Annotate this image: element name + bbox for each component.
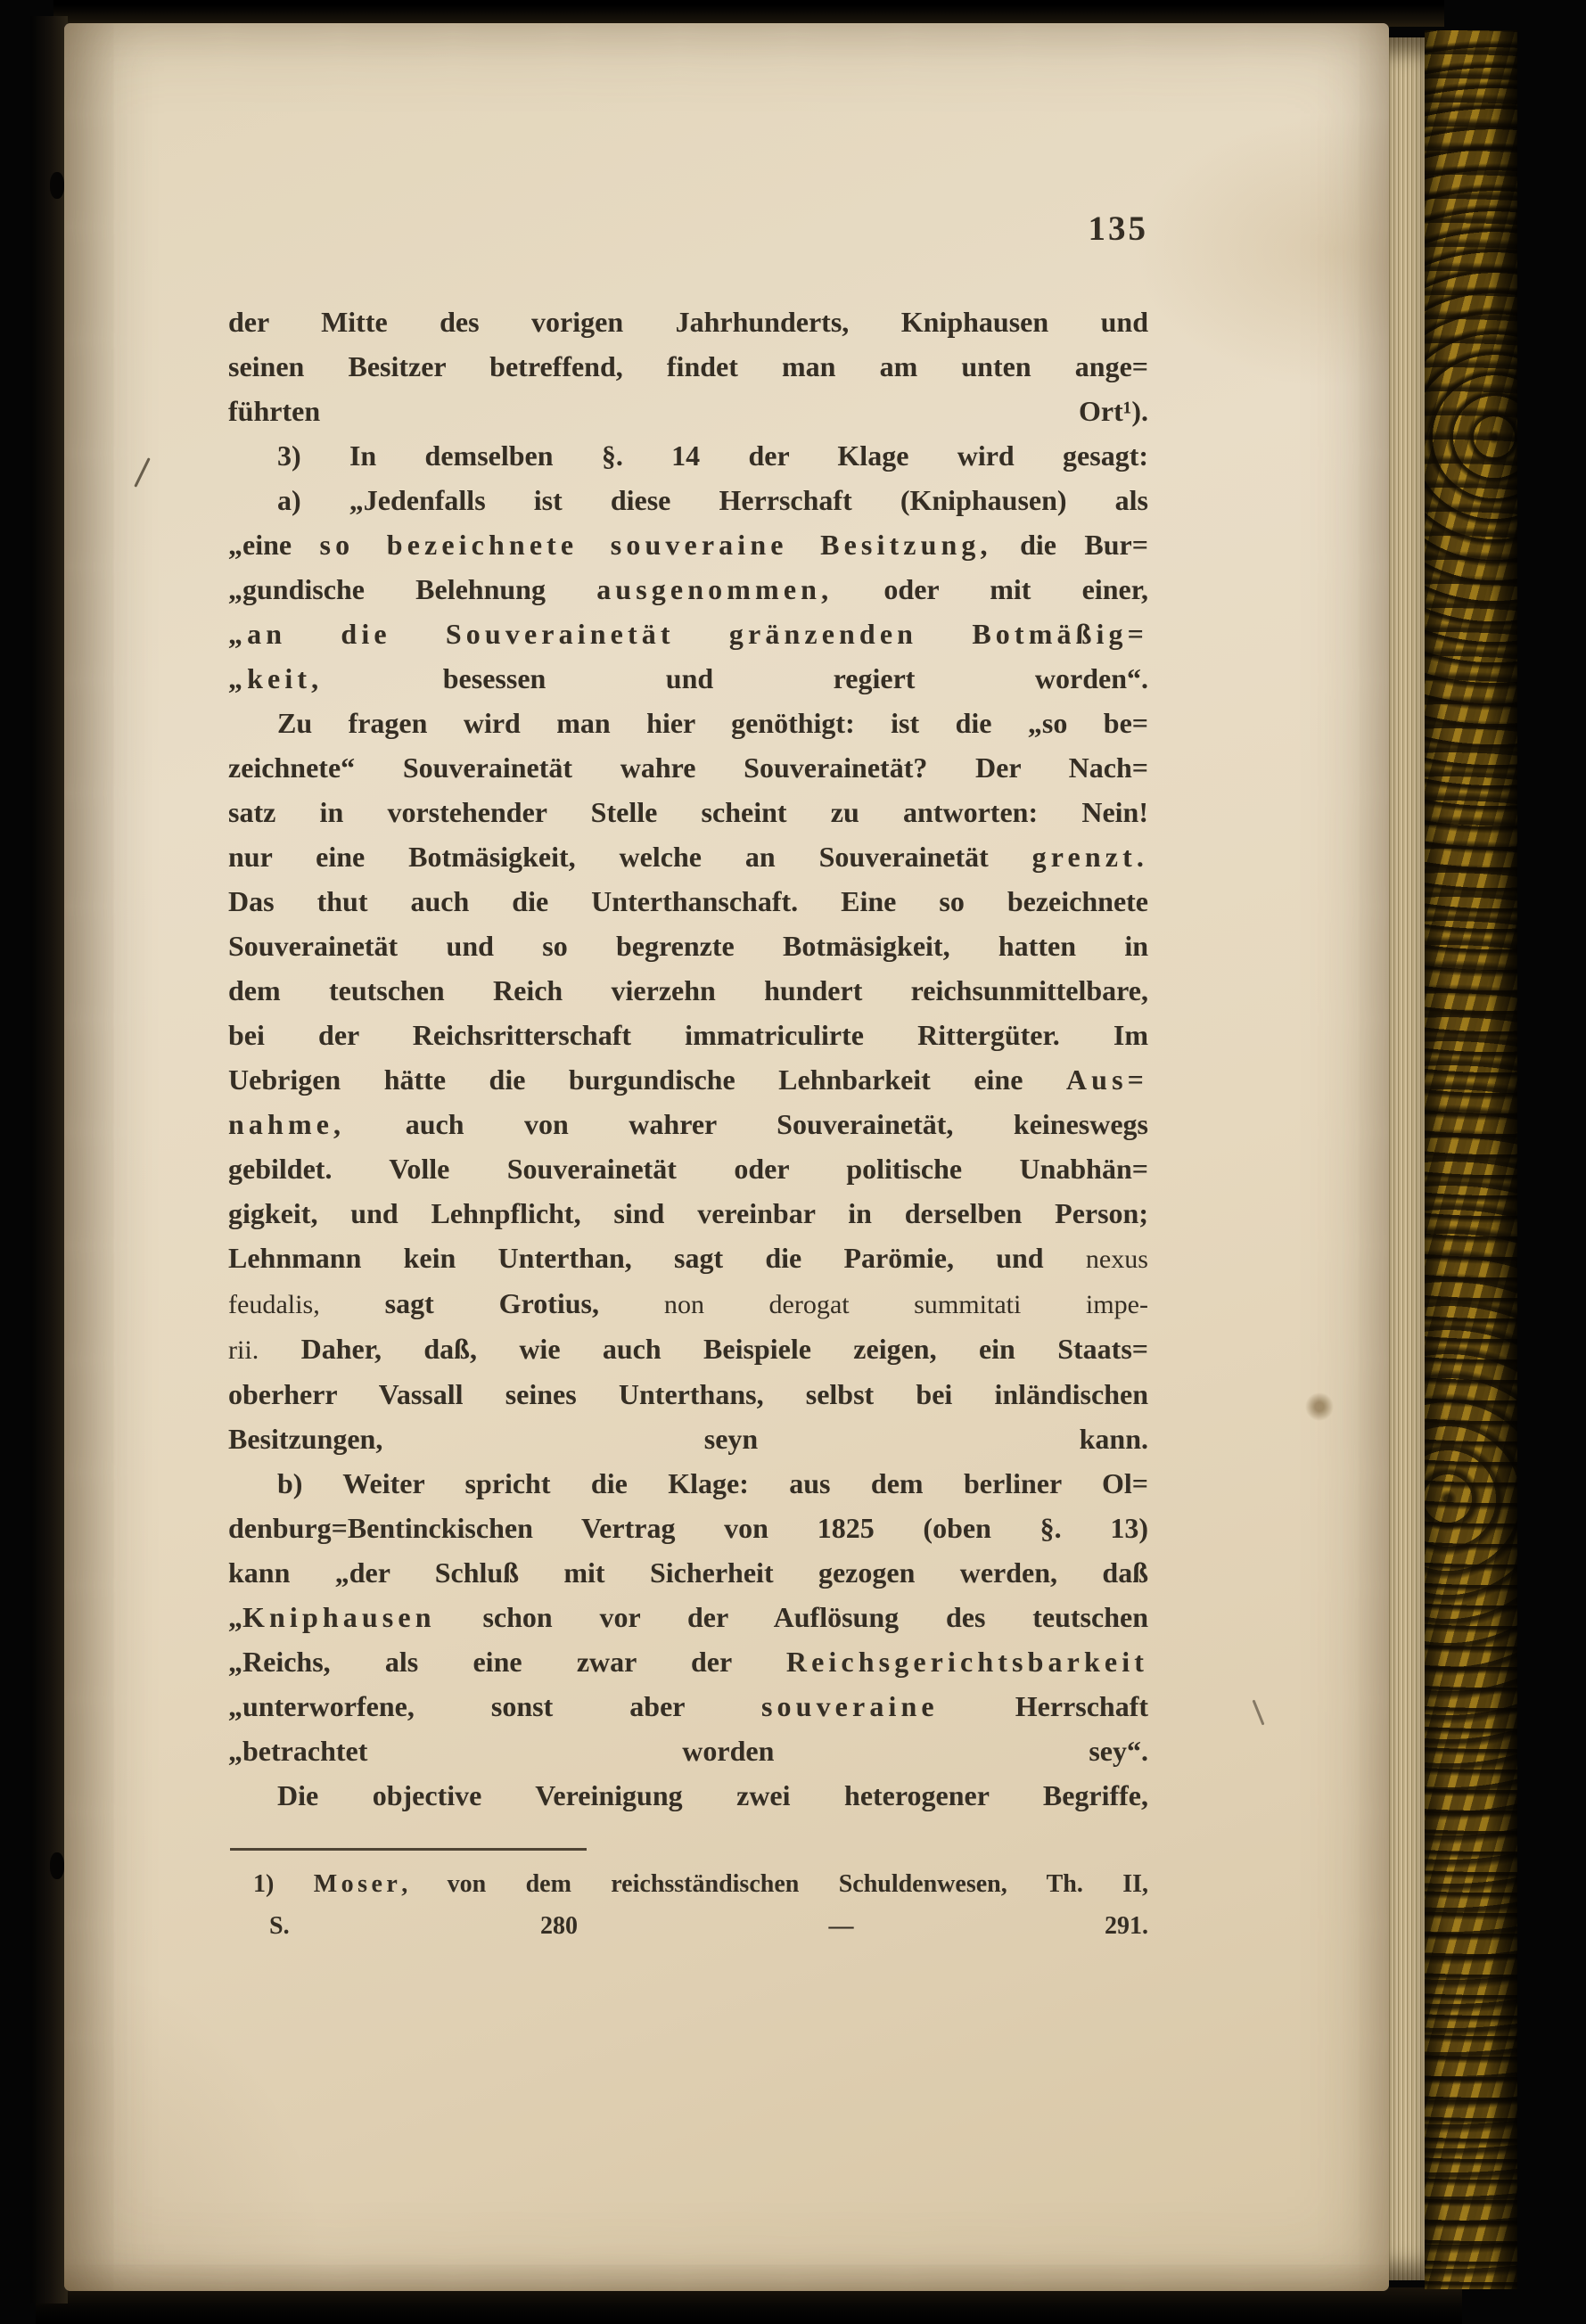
text-line [228, 1057, 1148, 1102]
text-line [228, 834, 1148, 879]
text-segment: denburg=Bentinckischen Vertrag von 1825 (oben §. 13) [228, 1512, 1148, 1544]
text-line [228, 1146, 1148, 1191]
text-line [228, 567, 1148, 612]
text-segment: rii. [228, 1334, 259, 1365]
footnote-text [253, 1863, 1148, 1947]
text-line [228, 1417, 1148, 1461]
text-segment: bei der Reichsritterschaft immatriculirte Rittergüter. Im [228, 1019, 1148, 1051]
text-segment: gigkeit, und Lehnpflicht, sind vereinbar in derselben Person; [228, 1197, 1148, 1229]
text-segment: oder mit einer, [833, 573, 1149, 605]
text-segment: auch von wahrer Souverainetät, keineswegs [345, 1108, 1148, 1140]
text-line [228, 1372, 1148, 1417]
text-segment: Souverainetät und so begrenzte Botmäsigkeit, hatten in [228, 930, 1148, 962]
text-segment: führten Ort¹). [228, 395, 1148, 427]
text-segment: „gundische Belehnung [228, 573, 597, 605]
text-segment: Daher, daß, wie auch Beispiele zeigen, ein Staats= [259, 1333, 1148, 1365]
text-segment: 1) [253, 1870, 314, 1898]
text-segment: die Bur= [991, 529, 1148, 561]
text-segment: satz in vorstehender Stelle scheint zu antworten: Nein! [228, 796, 1148, 828]
text-segment: Besitzungen, seyn kann. [228, 1423, 1148, 1455]
text-line [228, 478, 1148, 522]
text-segment: nur eine Botmäsigkeit, welche an Souverainetät [228, 841, 1032, 873]
text-segment: kann „der Schluß mit Sicherheit gezogen werden, daß [228, 1556, 1148, 1589]
text-segment: „keit, [228, 662, 324, 694]
text-line [228, 1236, 1148, 1281]
text-segment: zeichnete“ Souverainetät wahre Souverainetät? Der Nach= [228, 751, 1148, 784]
text-line [228, 389, 1148, 433]
body-text [228, 300, 1148, 1818]
text-line [228, 790, 1148, 834]
text-segment: gebildet. Volle Souverainetät oder politische Unabhän= [228, 1153, 1148, 1185]
text-segment: Das thut auch die Unterthanschaft. Eine so bezeichnete [228, 885, 1148, 917]
text-segment: 3) In demselben §. 14 der Klage wird gesagt: [277, 439, 1148, 472]
text-segment: seinen Besitzer betreffend, findet man am unten ange= [228, 350, 1148, 382]
text-segment: souveraine [760, 1690, 939, 1722]
text-line [228, 1013, 1148, 1057]
text-segment: der Mitte des vorigen Jahrhunderts, Kniphausen und [228, 306, 1148, 338]
text-line [228, 1281, 1148, 1326]
text-segment: Lehnmann kein Unterthan, sagt die Parömie, und [228, 1242, 1086, 1274]
text-line [228, 1506, 1148, 1550]
text-line [228, 656, 1148, 701]
footnote-separator [230, 1848, 587, 1851]
text-line [228, 745, 1148, 790]
page-text [228, 209, 1148, 1947]
text-line [253, 1863, 1148, 1905]
text-line [228, 612, 1148, 656]
text-segment: „betrachtet worden sey“. [228, 1735, 1148, 1767]
text-line [228, 1595, 1148, 1639]
text-segment: grenzt. [1031, 841, 1148, 873]
text-segment: „unterworfene, sonst aber [228, 1690, 761, 1722]
binding-notch [50, 1852, 64, 1879]
text-segment: Reichsgerichtsbarkeit [785, 1646, 1148, 1678]
text-segment: dem teutschen Reich vierzehn hundert reichsunmittelbare, [228, 974, 1148, 1006]
page-number: 135 [1088, 209, 1148, 248]
text-segment: S. 280 — 291. [269, 1912, 1148, 1940]
text-line [228, 1461, 1148, 1506]
text-segment: schon vor der Auflösung des teutschen [435, 1601, 1148, 1633]
text-line [228, 1684, 1148, 1729]
text-segment: b) Weiter spricht die Klage: aus dem berliner Ol= [277, 1467, 1148, 1499]
text-line [228, 522, 1148, 567]
text-segment: Kniphausen [242, 1601, 436, 1633]
text-line [228, 701, 1148, 745]
text-segment: Zu fragen wird man hier genöthigt: ist die „so be= [277, 707, 1148, 739]
text-segment: oberherr Vassall seines Unterthans, selbst bei inländischen [228, 1378, 1148, 1410]
text-line [228, 924, 1148, 968]
pen-mark [1252, 1700, 1264, 1726]
text-segment: Aus= [1065, 1063, 1148, 1096]
text-segment: non derogat summitati impe- [663, 1289, 1148, 1319]
footnote [228, 1848, 1148, 1947]
binding-notch [50, 172, 64, 199]
text-segment: so bezeichnete souveraine Besitzung, [319, 529, 992, 561]
text-line [228, 433, 1148, 478]
text-line [228, 968, 1148, 1013]
text-line [228, 1326, 1148, 1372]
text-segment: , von dem reichsständischen Schuldenwesen, Th. II, [401, 1870, 1148, 1898]
cover-bottom-edge [36, 2287, 1462, 2324]
text-segment: Herrschaft [938, 1690, 1149, 1722]
text-line [228, 1102, 1148, 1146]
text-segment: Die objective Vereinigung zwei heterogener Begriffe, [277, 1779, 1148, 1811]
text-segment: besessen und regiert worden“. [323, 662, 1148, 694]
text-line [228, 1191, 1148, 1236]
text-segment: Uebrigen hätte die burgundische Lehnbarkeit eine [228, 1063, 1066, 1096]
text-segment: „eine [228, 529, 320, 561]
text-segment: feudalis, [228, 1289, 320, 1319]
text-segment: „Reichs, als eine zwar der [228, 1646, 786, 1678]
text-line [228, 879, 1148, 924]
marbled-cover [1425, 30, 1517, 2289]
book-page [64, 23, 1389, 2291]
text-segment: sagt Grotius, [319, 1287, 664, 1319]
text-segment: „ [228, 1601, 242, 1633]
book-spine-edge [30, 16, 68, 2303]
text-segment: „an die Souverainetät gränzenden Botmäßig= [228, 618, 1148, 650]
text-line [253, 1905, 1148, 1947]
text-segment: ausgenommen, [596, 573, 834, 605]
pen-mark [134, 457, 150, 488]
text-line [228, 344, 1148, 389]
text-line [228, 1550, 1148, 1595]
text-segment: nexus [1085, 1244, 1148, 1274]
text-segment: nahme, [228, 1108, 346, 1140]
text-line [228, 1639, 1148, 1684]
text-line [228, 1729, 1148, 1773]
text-segment: a) „Jedenfalls ist diese Herrschaft (Kniphausen) als [277, 484, 1148, 516]
text-line [228, 300, 1148, 344]
text-segment: Moser [313, 1870, 402, 1898]
text-line [228, 1773, 1148, 1818]
